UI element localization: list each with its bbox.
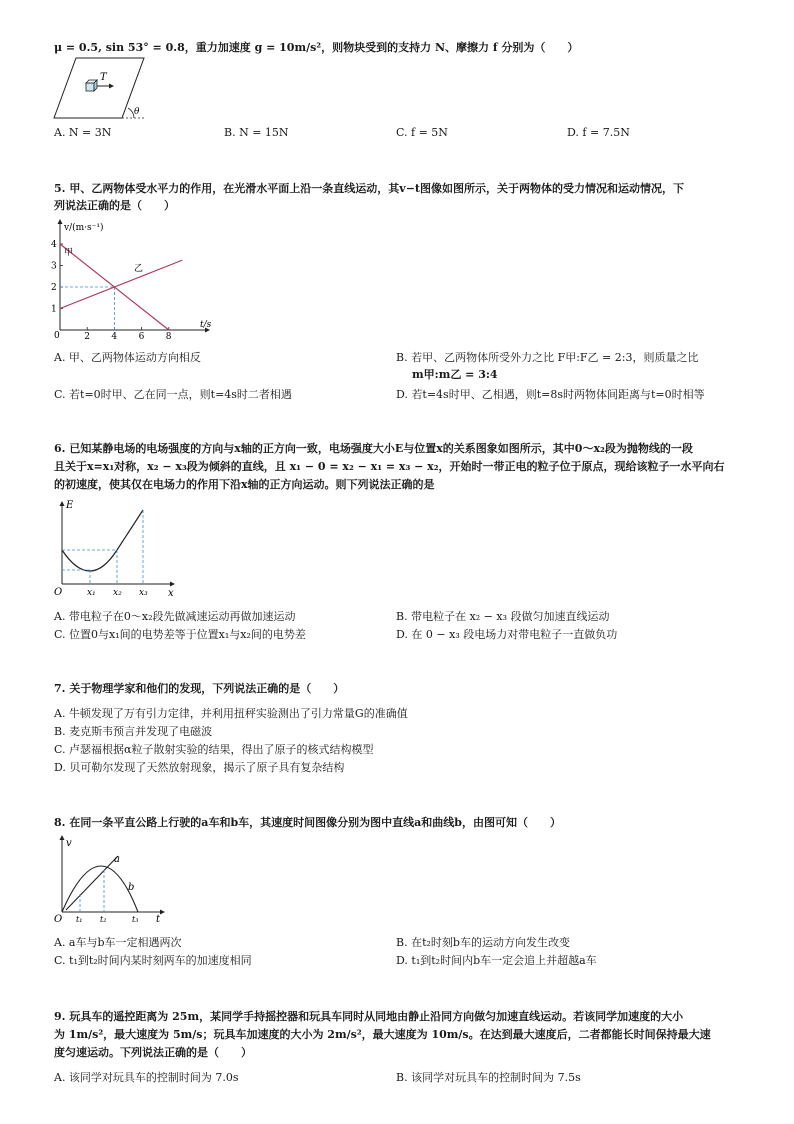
label-t1: t₁ bbox=[76, 915, 83, 924]
label-a: a bbox=[114, 854, 120, 865]
q6-stem-line1: 6. 已知某静电场的电场强度的方向与x轴的正方向一致，电场强度大小E与位置x的关系图象如图所示，其中0～x₂段为抛物线的一段 bbox=[54, 442, 693, 455]
e-curve bbox=[62, 510, 143, 571]
q5-option-c: C. 若t=0时甲、乙在同一点，则t=4s时二者相遇 bbox=[54, 388, 292, 401]
q7-stem: 7. 关于物理学家和他们的发现，下列说法正确的是（ ） bbox=[54, 682, 345, 695]
origin-label: 0 bbox=[54, 331, 60, 340]
q7-option-a: A. 牛顿发现了万有引力定律，并利用扭秤实验测出了引力常量G的准确值 bbox=[54, 707, 408, 720]
q6-stem-line3: 的初速度，使其仅在电场力的作用下沿x轴的正方向运动。则下列说法正确的是 bbox=[54, 478, 435, 491]
q6-option-b: B. 带电粒子在 x₂ − x₃ 段做匀加速直线运动 bbox=[396, 610, 610, 623]
label-t3: t₃ bbox=[132, 915, 139, 924]
x-tick-label: 6 bbox=[138, 332, 145, 340]
label-theta: θ bbox=[134, 107, 140, 117]
label-v: v bbox=[66, 838, 72, 849]
x-tick-label: 8 bbox=[165, 332, 172, 340]
q6-option-d: D. 在 0 − x₃ 段电场力对带电粒子一直做负功 bbox=[396, 628, 618, 641]
q6-stem-line2: 且关于x=x₁对称，x₂ − x₃段为倾斜的直线，且 x₁ − 0 = x₂ − x₁ = x₃ − x₂，开始时一带正电的粒子位于原点，现给该粒子一水平向右 bbox=[54, 460, 725, 473]
x-tick-label: 4 bbox=[111, 332, 118, 340]
q6-option-a: A. 带电粒子在0～x₂段先做减速运动再做加速运动 bbox=[54, 610, 296, 623]
q5-option-a: A. 甲、乙两物体运动方向相反 bbox=[54, 351, 201, 364]
q8-option-c: C. t₁到t₂时间内某时刻两车的加速度相同 bbox=[54, 954, 252, 967]
q4-stem: μ = 0.5, sin 53° = 0.8，重力加速度 g = 10m/s²，则物块受到的支持力 N、摩擦力 f 分别为（ ） bbox=[54, 41, 579, 54]
q9-stem-line2: 为 1m/s²，最大速度为 5m/s；玩具车加速度的大小为 2m/s²，最大速度为 10m/s。在达到最大速度后，二者都能长时间保持最大速 bbox=[54, 1028, 711, 1041]
q4-option-b: B. N = 15N bbox=[224, 126, 289, 139]
series-line-1 bbox=[60, 260, 182, 308]
q5-stem-line2: 列说法正确的是（ ） bbox=[54, 199, 175, 212]
q8-option-b: B. 在t₂时刻b车的运动方向发生改变 bbox=[396, 936, 570, 949]
q8-vt-graph bbox=[52, 834, 172, 924]
q5-stem-line1: 5. 甲、乙两物体受水平力的作用，在光滑水平面上沿一条直线运动，其v−t图像如图所示，关于两物体的受力情况和运动情况，下 bbox=[54, 182, 684, 195]
incline-plane bbox=[54, 58, 144, 118]
q4-option-d: D. f = 7.5N bbox=[567, 126, 630, 139]
label-x1: x₁ bbox=[87, 588, 96, 598]
q9-stem-line1: 9. 玩具车的遥控距离为 25m，某同学手持摇控器和玩具车同时从同地由静止沿同方向做匀加速直线运动。若该同学加速度的大小 bbox=[54, 1010, 684, 1023]
series-label-yi: 乙 bbox=[134, 264, 144, 274]
x-axis-label: t/s bbox=[200, 320, 212, 330]
q4-option-a: A. N = 3N bbox=[54, 126, 112, 139]
label-b: b bbox=[128, 882, 135, 893]
block bbox=[86, 80, 97, 91]
guide-lines bbox=[62, 510, 143, 584]
q7-option-c: C. 卢瑟福根据α粒子散射实验的结果，得出了原子的核式结构模型 bbox=[54, 743, 374, 756]
q9-stem-line3: 度匀速运动。下列说法正确的是（ ） bbox=[54, 1046, 252, 1059]
q6-e-x-graph bbox=[52, 496, 184, 600]
label-O: O bbox=[54, 914, 63, 924]
label-x3: x₃ bbox=[139, 588, 148, 598]
y-tick-label: 2 bbox=[51, 283, 57, 293]
label-O: O bbox=[54, 587, 63, 598]
q9-option-b: B. 该同学对玩具车的控制时间为 7.5s bbox=[396, 1071, 581, 1084]
label-t2: t₂ bbox=[100, 915, 107, 924]
y-tick-label: 4 bbox=[51, 240, 57, 250]
q5-option-d: D. 若t=4s时甲、乙相遇，则t=8s时两物体间距离与t=0时相等 bbox=[396, 388, 705, 401]
q5-option-b-line2: m甲:m乙 = 3:4 bbox=[412, 368, 498, 381]
label-x: x bbox=[168, 588, 174, 599]
label-t: t bbox=[156, 914, 161, 924]
y-tick-label: 1 bbox=[51, 304, 57, 315]
q8-option-d: D. t₁到t₂时间内b车一定会追上并超越a车 bbox=[396, 954, 597, 967]
label-T: T bbox=[100, 72, 107, 83]
q5-option-b-line1: B. 若甲、乙两物体所受外力之比 F甲:F乙 = 2:3，则质量之比 bbox=[396, 351, 699, 364]
label-E: E bbox=[66, 500, 74, 511]
q5-vt-chart bbox=[50, 218, 220, 340]
q8-option-a: A. a车与b车一定相遇两次 bbox=[54, 936, 182, 949]
line-a bbox=[66, 856, 118, 910]
q7-option-b: B. 麦克斯韦预言并发现了电磁波 bbox=[54, 725, 213, 738]
y-tick-label: 3 bbox=[51, 261, 57, 272]
curve-b bbox=[62, 866, 138, 912]
q4-option-c: C. f = 5N bbox=[396, 126, 448, 139]
x-tick-label: 2 bbox=[84, 332, 90, 340]
q6-option-c: C. 位置0与x₁间的电势差等于位置x₁与x₂间的电势差 bbox=[54, 628, 306, 641]
q8-stem: 8. 在同一条平直公路上行驶的a车和b车，其速度时间图像分别为图中直线a和曲线b，由图可知（ ） bbox=[54, 816, 561, 829]
label-x2: x₂ bbox=[113, 588, 122, 598]
q4-incline-figure bbox=[52, 56, 152, 122]
series-label-jia: 甲 bbox=[64, 248, 74, 258]
y-axis-label: v/(m·s⁻¹) bbox=[64, 223, 104, 233]
q7-option-d: D. 贝可勒尔发现了天然放射现象，揭示了原子具有复杂结构 bbox=[54, 761, 345, 774]
q9-option-a: A. 该同学对玩具车的控制时间为 7.0s bbox=[54, 1071, 239, 1084]
